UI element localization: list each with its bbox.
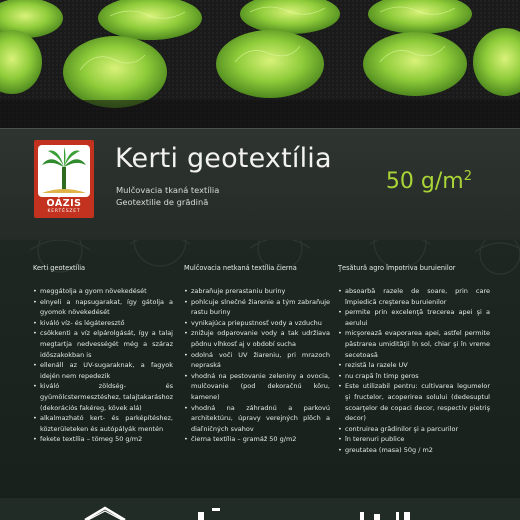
logo-tagline: KERTÉSZET <box>47 209 81 214</box>
list-item: • rezistă la razele UV <box>338 360 490 371</box>
info-section <box>0 240 520 520</box>
list-item: • vynikajúca priepustnosť vody a vzduchu <box>184 318 330 329</box>
weight-exponent: 2 <box>463 169 472 184</box>
list-item: • elnyeli a napsugarakat, így gátolja a gyomok növekedését <box>33 297 173 318</box>
column-hungarian <box>33 264 173 445</box>
list-item: • în terenuri publice <box>338 434 490 445</box>
bottom-dimension-icons <box>0 502 520 520</box>
list-item: • vhodná na záhradnú a parkovú architektúru, úpravy verejných plôch a diaľničných svahov <box>184 403 330 435</box>
product-weight <box>386 169 472 194</box>
list-item: • greutatea (masa) 50g / m2 <box>338 445 490 456</box>
column-slovak <box>184 264 330 445</box>
list-item: • meggátolja a gyom növekedését <box>33 286 173 297</box>
product-banner <box>0 128 520 240</box>
feature-list <box>33 286 173 445</box>
list-item: • vhodná na pestovanie zeleniny a ovocia, mulčovanie (pod dekoračnú kôru, kamene) <box>184 371 330 403</box>
product-subtitle-ro: Geotextilie de grădină <box>116 197 209 207</box>
list-item: • čierna textília – gramáž 50 g/m2 <box>184 434 330 445</box>
column-romanian <box>338 264 490 456</box>
product-subtitle-sk: Mulčovacia tkaná textília <box>116 185 220 195</box>
column-heading: Kerti geotextília <box>33 264 86 272</box>
list-item: • kiváló zöldség- és gyümölcstermesztéshez, talajtakaráshoz (dekorációs fakéreg, kövek alá) <box>33 381 173 413</box>
column-heading: Mulčovacia netkaná textília čierna <box>184 264 297 272</box>
list-item: • csökkenti a víz elpárolgását, így a talaj megtartja nedvességét még a száraz időszakokban is <box>33 328 173 360</box>
list-item: • alkalmazható kert- és parképítéshez, közterületeken és autópályák mentén <box>33 413 173 434</box>
weight-value: 50 g/m <box>385 169 464 194</box>
lettuce-photo <box>0 0 520 128</box>
lettuce-rows-image <box>0 0 520 128</box>
list-item: • pohlcuje slnečné žiarenie a tým zabraňuje rastu buriny <box>184 297 330 318</box>
list-item: • micşorează evaporarea apei, astfel permite păstrarea umidităţii în sol, chiar şi în vreme secetoasă <box>338 328 490 360</box>
feature-list <box>184 286 330 445</box>
list-item: • permite prin excelenţă trecerea apei şi a aerului <box>338 307 490 328</box>
list-item: • ellenáll az UV-sugaraknak, a fagyok idején nem repedezik <box>33 360 173 381</box>
column-heading: Ţesătură agro împotriva buruienilor <box>338 264 456 272</box>
list-item: • absoarbă razele de soare, prin care împiedică creşterea buruienilor <box>338 286 490 307</box>
oazis-logo <box>34 140 94 218</box>
list-item: • Este utilizabil pentru: cultivarea legumelor şi fructelor, acoperirea solului (dedesuptul scoarţelor de copaci decor, respectiv pietriş decor) <box>338 381 490 423</box>
product-title: Kerti geotextília <box>115 143 332 174</box>
palm-tree-icon <box>38 145 90 197</box>
list-item: • kiváló víz- és légáteresztő <box>33 318 173 329</box>
list-item: • odolná voči UV žiareniu, pri mrazoch nepraská <box>184 350 330 371</box>
list-item: • zabraňuje prerastaniu buriny <box>184 286 330 297</box>
list-item: • znižuje odparovanie vody a tak udržiava pôdnu vlhkosť aj v období sucha <box>184 328 330 349</box>
logo-brand-name: OÁZIS <box>46 198 82 209</box>
list-item: • contruirea grădinilor şi a parcurilor <box>338 424 490 435</box>
list-item: • fekete textília – tömeg 50 g/m2 <box>33 434 173 445</box>
feature-list <box>338 286 490 456</box>
dimension-digit-fragment <box>198 512 204 520</box>
list-item: • nu crapă în timp geros <box>338 371 490 382</box>
